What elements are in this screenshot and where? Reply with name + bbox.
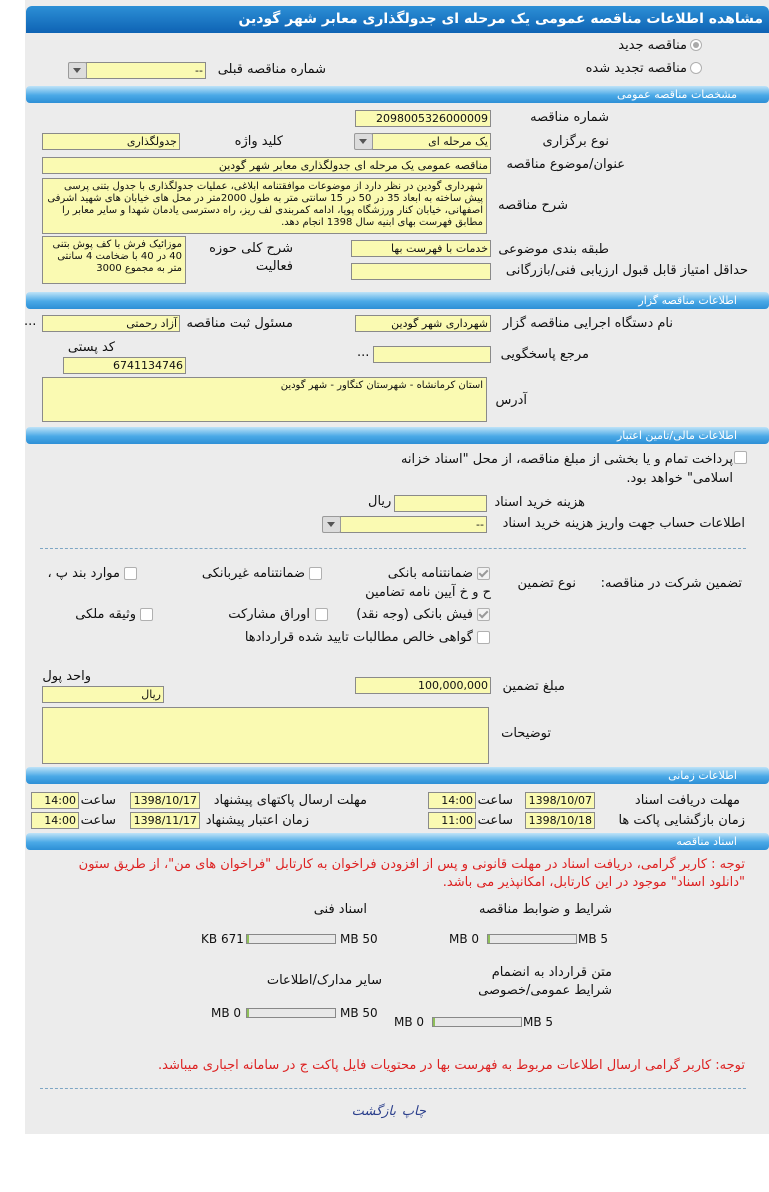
property-label: وثیقه ملکی [75, 607, 136, 622]
nonbank-guarantee-label: ضمانتنامه غیربانکی [201, 566, 305, 581]
validity-time[interactable]: 14:00 [31, 812, 79, 829]
section-financial: اطلاعات مالی/تامین اعتبار [26, 427, 769, 444]
address-label: آدرس [495, 393, 527, 408]
print-link[interactable]: چاپ [401, 1104, 426, 1119]
previous-tender-dropdown-icon[interactable] [68, 62, 87, 79]
file-technical-size: 671 KB [201, 932, 244, 946]
activity-label: شرح کلی حوزه فعالیت [209, 241, 293, 274]
guarantee-amount-field[interactable]: 100,000,000 [355, 677, 491, 694]
documents-notice: توجه : کاربر گرامی، دریافت اسناد در مهلت قانونی و پس از افزودن فراخوان به کارتابل "فراخوان های من"، از طریق ستون "دانلود اسناد" موجود در این کارتابل، امکانپذیر می باشد. [78, 857, 745, 890]
file-technical-progress [246, 934, 336, 944]
file-conditions-size: 0 MB [449, 932, 480, 946]
nonbank-guarantee-checkbox[interactable] [309, 567, 322, 580]
doc-cost-field[interactable] [394, 495, 487, 512]
receive-deadline-label: مهلت دریافت اسناد [634, 793, 740, 808]
receive-time-label: ساعت [477, 793, 513, 808]
subject-field[interactable]: مناقصه عمومی یک مرحله ای جدولگذاری معابر شهر گودین [42, 157, 491, 174]
opening-time[interactable]: 11:00 [428, 812, 476, 829]
category-label: طبقه بندی موضوعی [498, 242, 609, 257]
keyword-label: کلید واژه [234, 134, 283, 149]
bank-guarantee-checkbox[interactable] [477, 567, 490, 580]
tender-number-label: شماره مناقصه [530, 110, 609, 125]
guarantee-type-label: نوع تضمین [517, 576, 576, 591]
previous-tender-label: شماره مناقصه قبلی [217, 62, 326, 77]
treasury-text: پرداخت تمام و یا بخشی از مبلغ مناقصه، از محل "اسناد خزانه اسلامی" خواهد بود. [400, 452, 733, 486]
category-field[interactable]: خدمات با فهرست بها [351, 240, 491, 257]
guarantee-label: تضمین شرکت در مناقصه: [600, 576, 742, 591]
file-contract-max: 5 MB [523, 1015, 554, 1029]
account-dropdown-icon[interactable] [322, 516, 341, 533]
postal-code-field[interactable]: 6741134746 [63, 357, 186, 374]
address-field[interactable]: استان کرمانشاه - شهرستان کنگاور - شهر گودین [42, 377, 487, 422]
send-time-label: ساعت [80, 793, 116, 808]
cheque-label: فیش بانکی (وجه نقد) [356, 607, 473, 622]
description-field[interactable]: شهرداری گودین در نظر دارد از موضوعات موافقتنامه ابلاغی، عملیات جدولگذاری با جدول بتنی پرسی پیش ساخته به ابعاد 35 در 50 در 15 سانتی متر به طول 2000متر در محل های خیابان های شهید اشرفی اصفهانی، خیابان کنار ورزشگاه پویا، ادامه کمربندی لف ریز، راه دسترسی یادمان شهدا و سایر معابر را مطابق فهرست بهای ابنیه سال 1398 انجام دهد. [42, 178, 487, 234]
file-contract-progress [432, 1017, 522, 1027]
send-deadline-label: مهلت ارسال پاکتهای پیشنهاد [213, 793, 367, 808]
section-documents: اسناد مناقصه [26, 833, 769, 850]
doc-cost-label: هزینه خرید اسناد [494, 495, 585, 510]
file-other-size: 0 MB [211, 1006, 242, 1020]
file-other-progress [246, 1008, 336, 1018]
keyword-field[interactable]: جدولگذاری [42, 133, 180, 150]
file-technical-title: اسناد فنی [313, 902, 367, 917]
account-label: اطلاعات حساب جهت واریز هزینه خرید اسناد [502, 516, 745, 531]
receivables-label: گواهی خالص مطالبات تایید شده قراردادها [244, 630, 473, 645]
new-tender-radio[interactable] [690, 39, 702, 51]
clauses-checkbox[interactable] [124, 567, 137, 580]
property-checkbox[interactable] [140, 608, 153, 621]
section-general: مشخصات مناقصه عمومی [26, 86, 769, 103]
back-link[interactable]: بازگشت [351, 1104, 396, 1119]
opening-date[interactable]: 1398/10/18 [525, 812, 595, 829]
agency-field[interactable]: شهرداری شهر گودین [355, 315, 491, 332]
file-technical-max: 50 MB [340, 932, 378, 946]
file-contract-size: 0 MB [394, 1015, 425, 1029]
section-timing: اطلاعات زمانی [26, 767, 769, 784]
notes-label: توضیحات [501, 726, 551, 741]
agency-label: نام دستگاه اجرایی مناقصه گزار [502, 316, 673, 331]
currency-field[interactable]: ریال [42, 686, 164, 703]
validity-date[interactable]: 1398/11/17 [130, 812, 200, 829]
bank-guarantee-label: ضمانتنامه بانکی [387, 566, 473, 581]
renewed-tender-radio[interactable] [690, 62, 702, 74]
receivables-checkbox[interactable] [477, 631, 490, 644]
tender-number-field[interactable]: 2098005326000009 [355, 110, 491, 127]
page-title: مشاهده اطلاعات مناقصه عمومی یک مرحله ای جدولگذاری معابر شهر گودین [26, 6, 769, 33]
file-other-title: سایر مدارک/اطلاعات [266, 973, 382, 988]
subject-label: عنوان/موضوع مناقصه [506, 157, 625, 172]
min-score-field[interactable] [351, 263, 491, 280]
activity-field[interactable]: موزائیک فرش با کف پوش بتنی 40 در 40 با ضخامت 4 سانتی متر به مجموع 3000 [42, 236, 186, 284]
divider-1 [40, 548, 746, 549]
guarantee-amount-label: مبلغ تضمین [502, 679, 565, 694]
bonds-checkbox[interactable] [315, 608, 328, 621]
responder-label: مرجع پاسخگویی [500, 347, 589, 362]
cheque-checkbox[interactable] [477, 608, 490, 621]
holding-type-select[interactable]: یک مرحله ای [372, 133, 491, 150]
send-deadline-time[interactable]: 14:00 [31, 792, 79, 809]
registrar-label: مسئول ثبت مناقصه [186, 316, 293, 331]
responder-field[interactable] [373, 346, 491, 363]
registrar-more[interactable]: ... [24, 314, 37, 329]
file-technical-progress-fill [247, 935, 248, 943]
responder-more[interactable]: ... [357, 345, 370, 360]
treasury-checkbox[interactable] [734, 451, 747, 464]
file-conditions-max: 5 MB [578, 932, 609, 946]
file-other-max: 50 MB [340, 1006, 378, 1020]
notes-field[interactable] [42, 707, 489, 764]
file-conditions-title: شرایط و ضوابط مناقصه [479, 902, 612, 917]
postal-code-label: کد پستی [67, 340, 115, 355]
bylaw-label: ح و خ آیین نامه تضامین [365, 585, 491, 600]
divider-2 [40, 1088, 746, 1089]
bonds-label: اوراق مشارکت [228, 607, 310, 622]
opening-hour-label: ساعت [477, 813, 513, 828]
holding-type-label: نوع برگزاری [542, 134, 609, 149]
min-score-label: حداقل امتیاز قابل قبول ارزیابی فنی/بازرگانی [505, 263, 748, 278]
new-tender-label: مناقصه جدید [618, 38, 687, 53]
file-conditions-progress [487, 934, 577, 944]
doc-cost-unit: ریال [368, 494, 392, 509]
receive-deadline-date[interactable]: 1398/10/07 [525, 792, 595, 809]
opening-time-label: زمان بازگشایی پاکت ها [618, 813, 745, 828]
currency-label: واحد پول [42, 669, 91, 684]
receive-deadline-time[interactable]: 14:00 [428, 792, 476, 809]
validity-hour-label: ساعت [80, 813, 116, 828]
renewed-tender-label: مناقصه تجدید شده [585, 61, 687, 76]
send-deadline-date[interactable]: 1398/10/17 [130, 792, 200, 809]
file-contract-title: متن قرارداد به انضمام شرایط عمومی/خصوصی [478, 965, 612, 998]
footer-notice: توجه: کاربر گرامی ارسال اطلاعات مربوط به فهرست بها در محتویات فایل پاکت ج در سامانه اجباری میباشد. [158, 1058, 745, 1073]
description-label: شرح مناقصه [498, 198, 568, 213]
previous-tender-select[interactable]: -- [86, 62, 206, 79]
registrar-field[interactable]: آزاد رحمتی [42, 315, 180, 332]
validity-label: زمان اعتبار پیشنهاد [205, 813, 309, 828]
clauses-label: موارد بند پ ، [47, 566, 120, 581]
holding-type-dropdown-icon[interactable] [354, 133, 373, 150]
account-select[interactable]: -- [340, 516, 487, 533]
section-organizer: اطلاعات مناقصه گزار [26, 292, 769, 309]
